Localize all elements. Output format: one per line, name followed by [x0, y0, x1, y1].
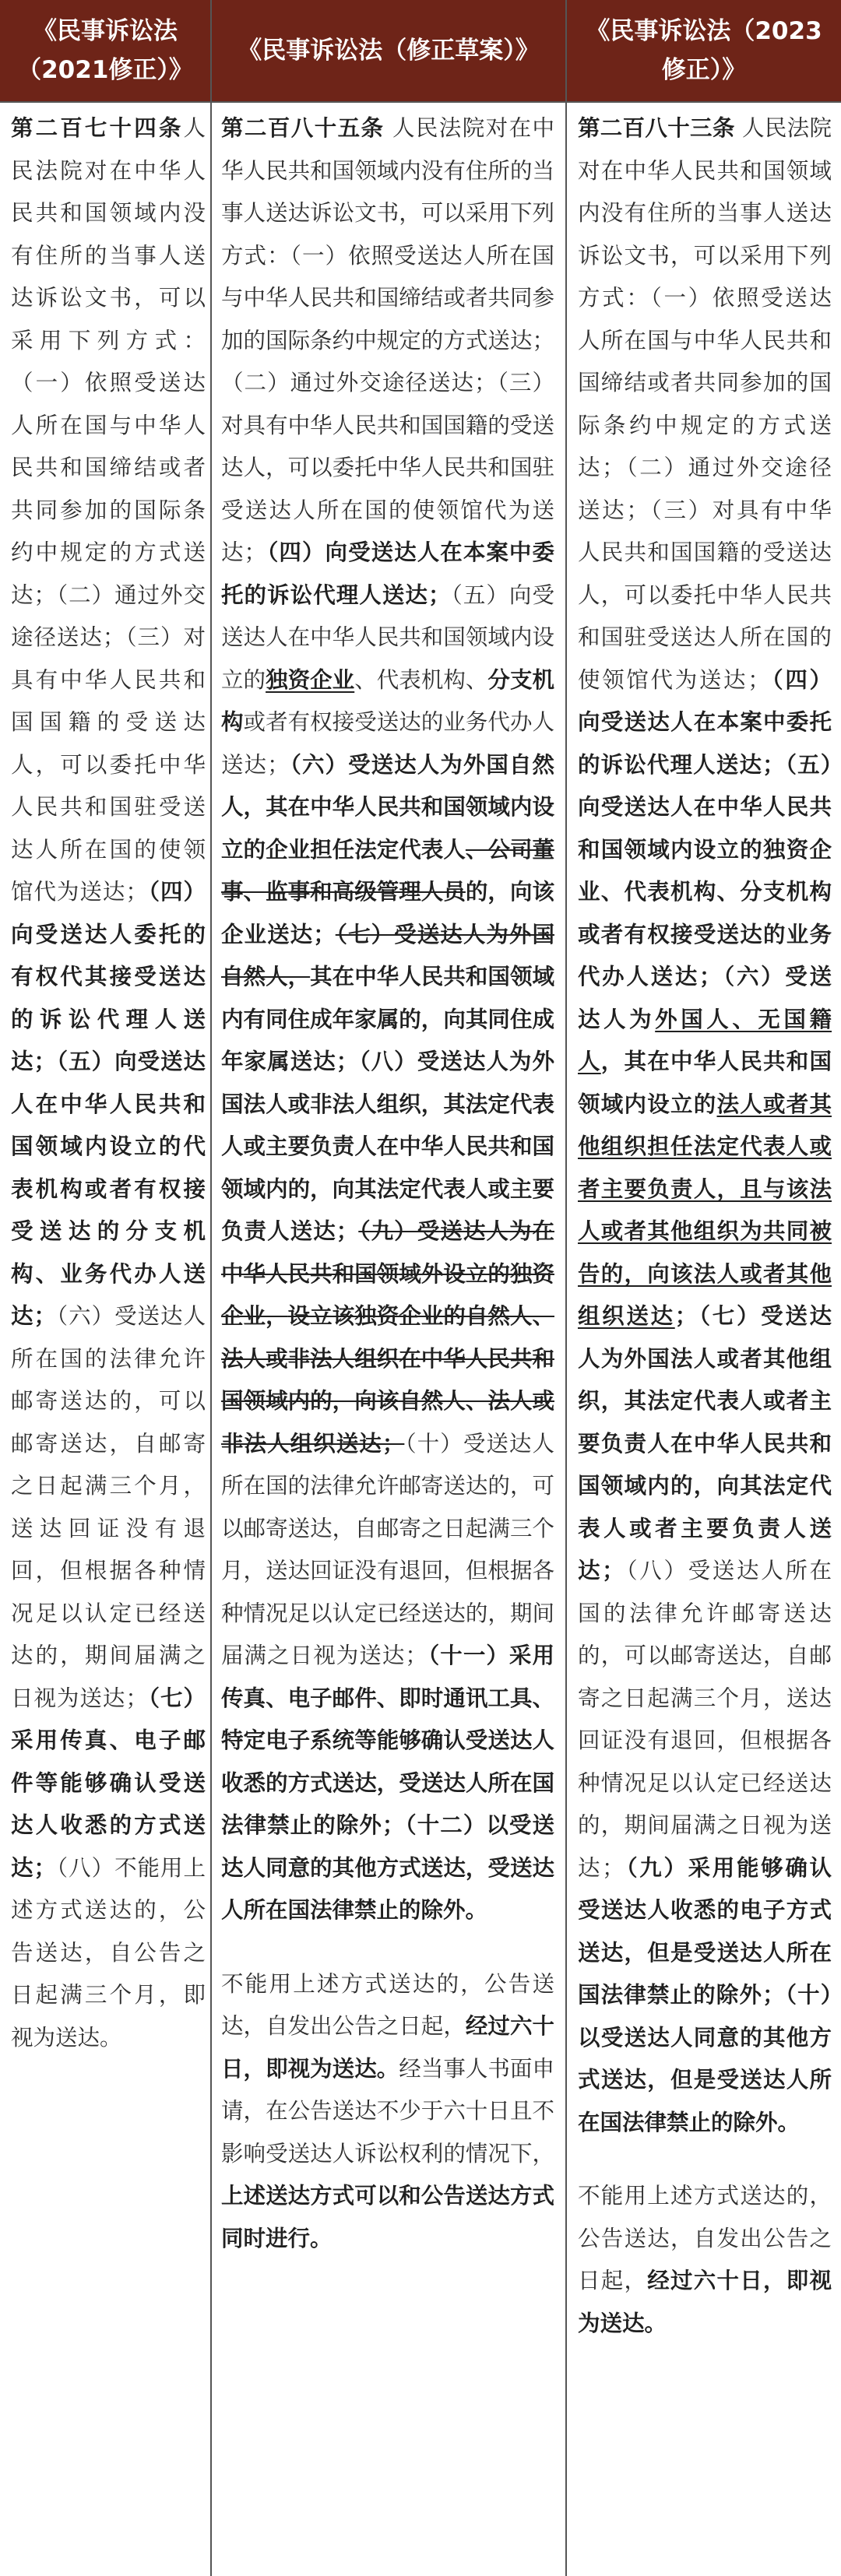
- article-text: [221, 107, 554, 1932]
- bold-text: 上述送达方式可以和公告送达方式同时进行。: [221, 2183, 554, 2251]
- bold-text: （四）向受送达人委托的有权代其接受送达的诉讼代理人送达；（五）向受送达人在中华人民共和国领域内设立的代表机构或者有权接受送达的分支机构、业务代办人送达；: [11, 879, 206, 1329]
- bold-text: 其在中华人民共和国领域内有同住成年家属的，向其同住成年家属送达；: [221, 964, 554, 1074]
- bold-text: （四）向受送达人在本案中委托的诉讼代理人送达；: [221, 539, 554, 608]
- text-run: （五）向受送达人在中华人民共和国领域内设立的: [221, 582, 554, 693]
- header-2023: 《民事诉讼法（2023修正）》: [586, 17, 822, 84]
- article-text: [578, 107, 832, 2144]
- bold-text: （六）受送达人为外国自然人，其在中华人民共和国领域内设立的企业担任法定代表人: [221, 751, 554, 863]
- text-run: （八）受送达人所在国的法律允许邮寄送达的，可以邮寄送达，自邮寄之日起满三个月，送达回证没有退回，但根据各种情况足以认定已经送达的，期间届满之日视为送达；: [578, 1558, 832, 1881]
- bold-text: ；（七）受送达人为外国法人或者其他组织，其法定代表人或者主要负责人在中华人民共和国领域内的，向其法定代表人或者主要负责人送达；: [578, 1303, 832, 1583]
- text-run: （十）受送达人所在国的法律允许邮寄送达的，可以邮寄送达，自邮寄之日起满三个月，送达回证没有退回，但根据各种情况足以认定已经送达的，期间届满之日视为送达；: [221, 1430, 554, 1668]
- bold-text: （九）采用能够确认受送达人收悉的电子方式送达，但是受送达人所在国法律禁止的除外；（十）以受送达人同意的其他方式送达，但是受送达人所在国法律禁止的除外。: [578, 1854, 832, 2135]
- header-2021: 《民事诉讼法（2021修正）》: [17, 17, 193, 84]
- bold-text: 第二百八十三条: [578, 115, 735, 141]
- column-2021: [11, 107, 206, 2059]
- underlined-text: 法人或者其他组织担任法定代表人或者主要负责人，且与该法人或者其他组织为共同被告的，向该法人或者其他组织送达: [578, 1091, 832, 1329]
- text-run: 、代表机构、: [354, 666, 488, 693]
- bold-text: ，其在中华人民共和国领域内设立的: [578, 1049, 832, 1117]
- text-run: 人民法院对在中华人民共和国领域内没有住所的当事人送达诉讼文书，可以采用下列方式：（一）依照受送达人所在国与中华人民共和国缔结或者共同参加的国际条约中规定的方式送达；（二）通过外交途径送达；（三）对具有中华人民共和国国籍的受送达人，可以委托中华人民共和国驻受送达人所在国的使领馆代为送达；: [221, 115, 554, 565]
- bold-text: 经过六十日，即视为送达。: [221, 2013, 554, 2082]
- article-text-notice: [221, 1963, 554, 2261]
- column-draft: [221, 107, 554, 2260]
- column-divider: [210, 0, 212, 2576]
- text-run: 人民法院对在中华人民共和国领域内没有住所的当事人送达诉讼文书，可以采用下列方式：（一）依照受送达人所在国与中华人民共和国缔结或者共同参加的国际条约中规定的方式送达；（二）通过外交途径送达；（三）对具有中华人民共和国国籍的受送达人，可以委托中华人民共和国驻受送达人所在国的使领馆代为送达；: [578, 115, 832, 693]
- underlined-text: 独资企业: [266, 666, 355, 693]
- bold-text: （十一）采用传真、电子邮件、即时通讯工具、特定电子系统等能够确认受送达人收悉的方式送达，受送达人所在国法律禁止的除外；（十二）以受送达人同意的其他方式送达，受送达人所在国法律禁止的除外。: [221, 1643, 554, 1923]
- bold-text: 经过六十日，即视为送达。: [578, 2268, 832, 2336]
- header-divider: [0, 101, 841, 103]
- text-run: 人民法院对在中华人民共和国领域内没有住所的当事人送达诉讼文书，可以采用下列方式：（一）依照受送达人所在国与中华人民共和国缔结或者共同参加的国际条约中规定的方式送达；（二）通过外交途径送达；（三）对具有中华人民共和国国籍的受送达人，可以委托中华人民共和国驻受送达人所在国的使领馆代为送达；: [11, 115, 206, 905]
- underlined-text: 外国人、无国籍人: [578, 1006, 832, 1074]
- text-run: （六）受送达人所在国的法律允许邮寄送达的，可以邮寄送达，自邮寄之日起满三个月，送达回证没有退回，但根据各种情况足以认定已经送达的，期间届满之日视为送达；: [11, 1303, 206, 1711]
- column-divider: [565, 0, 567, 2576]
- bold-text: 第二百七十四条: [11, 115, 184, 141]
- bold-text: （四）向受送达人在本案中委托的诉讼代理人送达；（五）向受送达人在中华人民共和国领域内设立的独资企业、代表机构、分支机构或者有权接受送达的业务代办人送达；（六）受送达人为: [578, 666, 832, 1032]
- column-2023: [578, 107, 832, 2345]
- text-run: 不能用上述方式送达的，公告送达，自发出公告之日起，: [578, 2183, 832, 2293]
- bold-text: （八）受送达人为外国法人或非法人组织，其法定代表人或主要负责人在中华人民共和国领域内的，向其法定代表人或主要负责人送达；: [221, 1049, 554, 1244]
- text-run: （八）不能用上述方式送达的，公告送达，自公告之日起满三个月，即视为送达。: [11, 1854, 206, 2051]
- deleted-text: （九）受送达人为在中华人民共和国领域外设立的独资企业，: [221, 1218, 554, 1329]
- deleted-text: 、公司董事、监事和高级管理人员: [221, 836, 554, 905]
- article-text-notice: [578, 2175, 832, 2345]
- text-run: 或者有权接受送达的业务代办人送达；: [221, 709, 554, 778]
- header-draft: 《民事诉讼法（修正草案）》: [238, 37, 540, 65]
- bold-text: 分支机构: [221, 666, 554, 735]
- article-text: [11, 107, 206, 2059]
- text-run: 经当事人书面申请，在公告送达不少于六十日且不影响受送达人诉讼权利的情况下，: [221, 2055, 554, 2167]
- bold-text: （七）采用传真、电子邮件等能够确认受送达人收悉的方式送达；: [11, 1685, 206, 1881]
- deleted-text: 设立该独资企业的自然人、法人或非法人组织在中华人民共和国领域内的，向该自然人、法人或非法人组织送达；: [221, 1303, 554, 1457]
- deleted-text: （七）受送达人为外国自然人，: [221, 921, 554, 989]
- bold-text: 的，向该企业送达；: [221, 879, 554, 947]
- table-header: [0, 0, 841, 101]
- text-run: 不能用上述方式送达的，公告送达，自发出公告之日起，: [221, 1970, 554, 2039]
- bold-text: 第二百八十五条: [221, 115, 385, 141]
